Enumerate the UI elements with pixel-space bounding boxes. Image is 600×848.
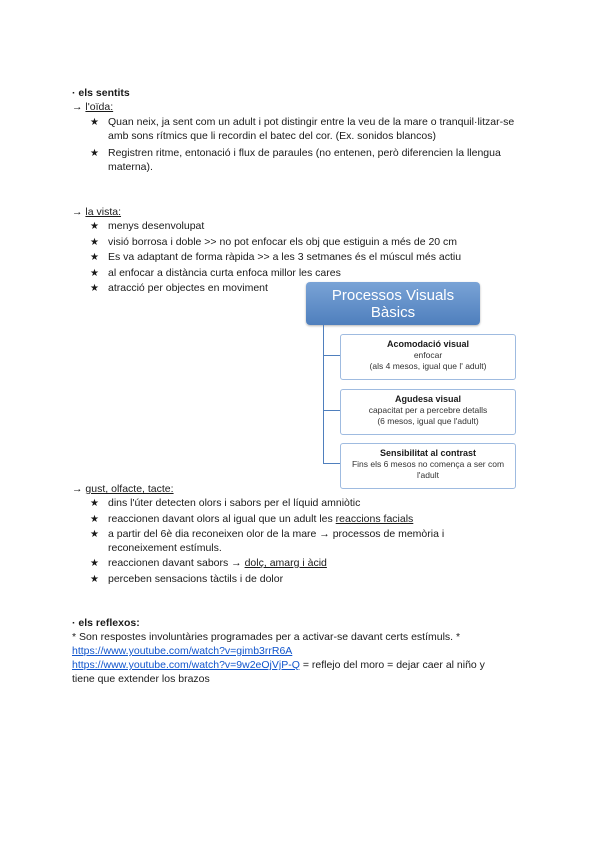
list-item: ★ menys desenvolupat [90,220,205,232]
diagram-box-acomodacio: Acomodació visual enfocar (als 4 mesos, igual que l' adult) [340,334,516,380]
arrow-icon: → [72,483,83,495]
list-item: ★ atracció per objectes en moviment [90,282,268,294]
star-bullet-icon: ★ [90,529,99,540]
subsection-label-oida: l'oïda: [85,101,114,113]
star-bullet-icon: ★ [90,221,99,232]
list-item: ★ visió borrosa i doble >> no pot enfocar els obj que estiguin a més de 20 cm [90,235,458,248]
oida-list [90,116,530,174]
star-bullet-icon: ★ [90,117,99,128]
arrow-icon: → [72,206,83,218]
diagram-box-agudesa: Agudesa visual capacitat per a percebre detalls (6 mesos, igual que l'adult) [340,389,516,435]
diagram-connector-h3 [323,463,340,464]
star-bullet-icon: ★ [90,148,99,159]
star-bullet-icon: ★ [90,498,99,509]
subsection-oida [72,101,113,115]
star-bullet-icon: ★ [90,558,99,569]
star-bullet-icon: ★ [90,513,99,525]
list-item: ★ Registren ritme, entonació i flux de paraules (no entenen, però diferencien la llengua materna). [90,147,501,173]
list-item: ★ reaccionen davant sabors → dolç, amarg i àcid [90,557,327,569]
subsection-gust [72,483,174,497]
star-bullet-icon: ★ [90,573,99,585]
section-heading-reflexos: · els reflexos: [72,617,140,629]
list-item: ★ al enfocar a distància curta enfoca millor les cares [90,266,341,279]
gust-list [90,497,510,586]
arrow-icon: → [72,101,83,113]
diagram-title: Processos Visuals Bàsics [306,282,480,325]
diagram-box-contrast: Sensibilitat al contrast Fins els 6 mesos no comença a ser com l'adult [340,443,516,489]
diagram-connector-h1 [323,355,340,356]
youtube-link-2[interactable]: https://www.youtube.com/watch?v=9w2eOjVjP-Q [72,659,300,671]
star-bullet-icon: ★ [90,252,99,263]
reflexos-link-2-row: https://www.youtube.com/watch?v=9w2eOjVjP-Q = reflejo del moro = dejar caer al niño y tiene que extender los brazos [72,659,485,685]
star-bullet-icon: ★ [90,236,99,248]
diagram-connector-h2 [323,410,340,411]
reflexos-intro: * Son respostes involuntàries programades per a activar-se davant certs estímuls. * [72,631,461,643]
list-item: ★ reaccionen davant olors al igual que un adult les reaccions facials [90,512,414,525]
subsection-label-gust: gust, olfacte, tacte: [85,483,174,495]
youtube-link-1[interactable]: https://www.youtube.com/watch?v=gimb3rrR6A [72,645,293,657]
list-item: ★ perceben sensacions tàctils i de dolor [90,572,284,585]
list-item: ★ a partir del 6è dia reconeixen olor de la mare → processos de memòria i reconeixement estímuls. [90,528,445,554]
subsection-label-vista: la vista: [85,206,122,218]
subsection-vista [72,206,121,220]
list-item: ★ dins l'úter detecten olors i sabors per el líquid amniòtic [90,497,361,509]
list-item: ★ Es va adaptant de forma ràpida >> a les 3 setmanes és el múscul més actiu [90,251,462,263]
section-heading-sentits: · els sentits [72,87,130,99]
star-bullet-icon: ★ [90,267,99,279]
list-item: ★ Quan neix, ja sent com un adult i pot distingir entre la veu de la mare o tranquil·litzar-se amb sons rítmics que li recordin el batec del cor. (Ex. sonidos blancos) [90,116,515,142]
star-bullet-icon: ★ [90,283,99,294]
diagram-connector-vertical [323,325,324,463]
reflexos-link-1-row [72,645,292,659]
